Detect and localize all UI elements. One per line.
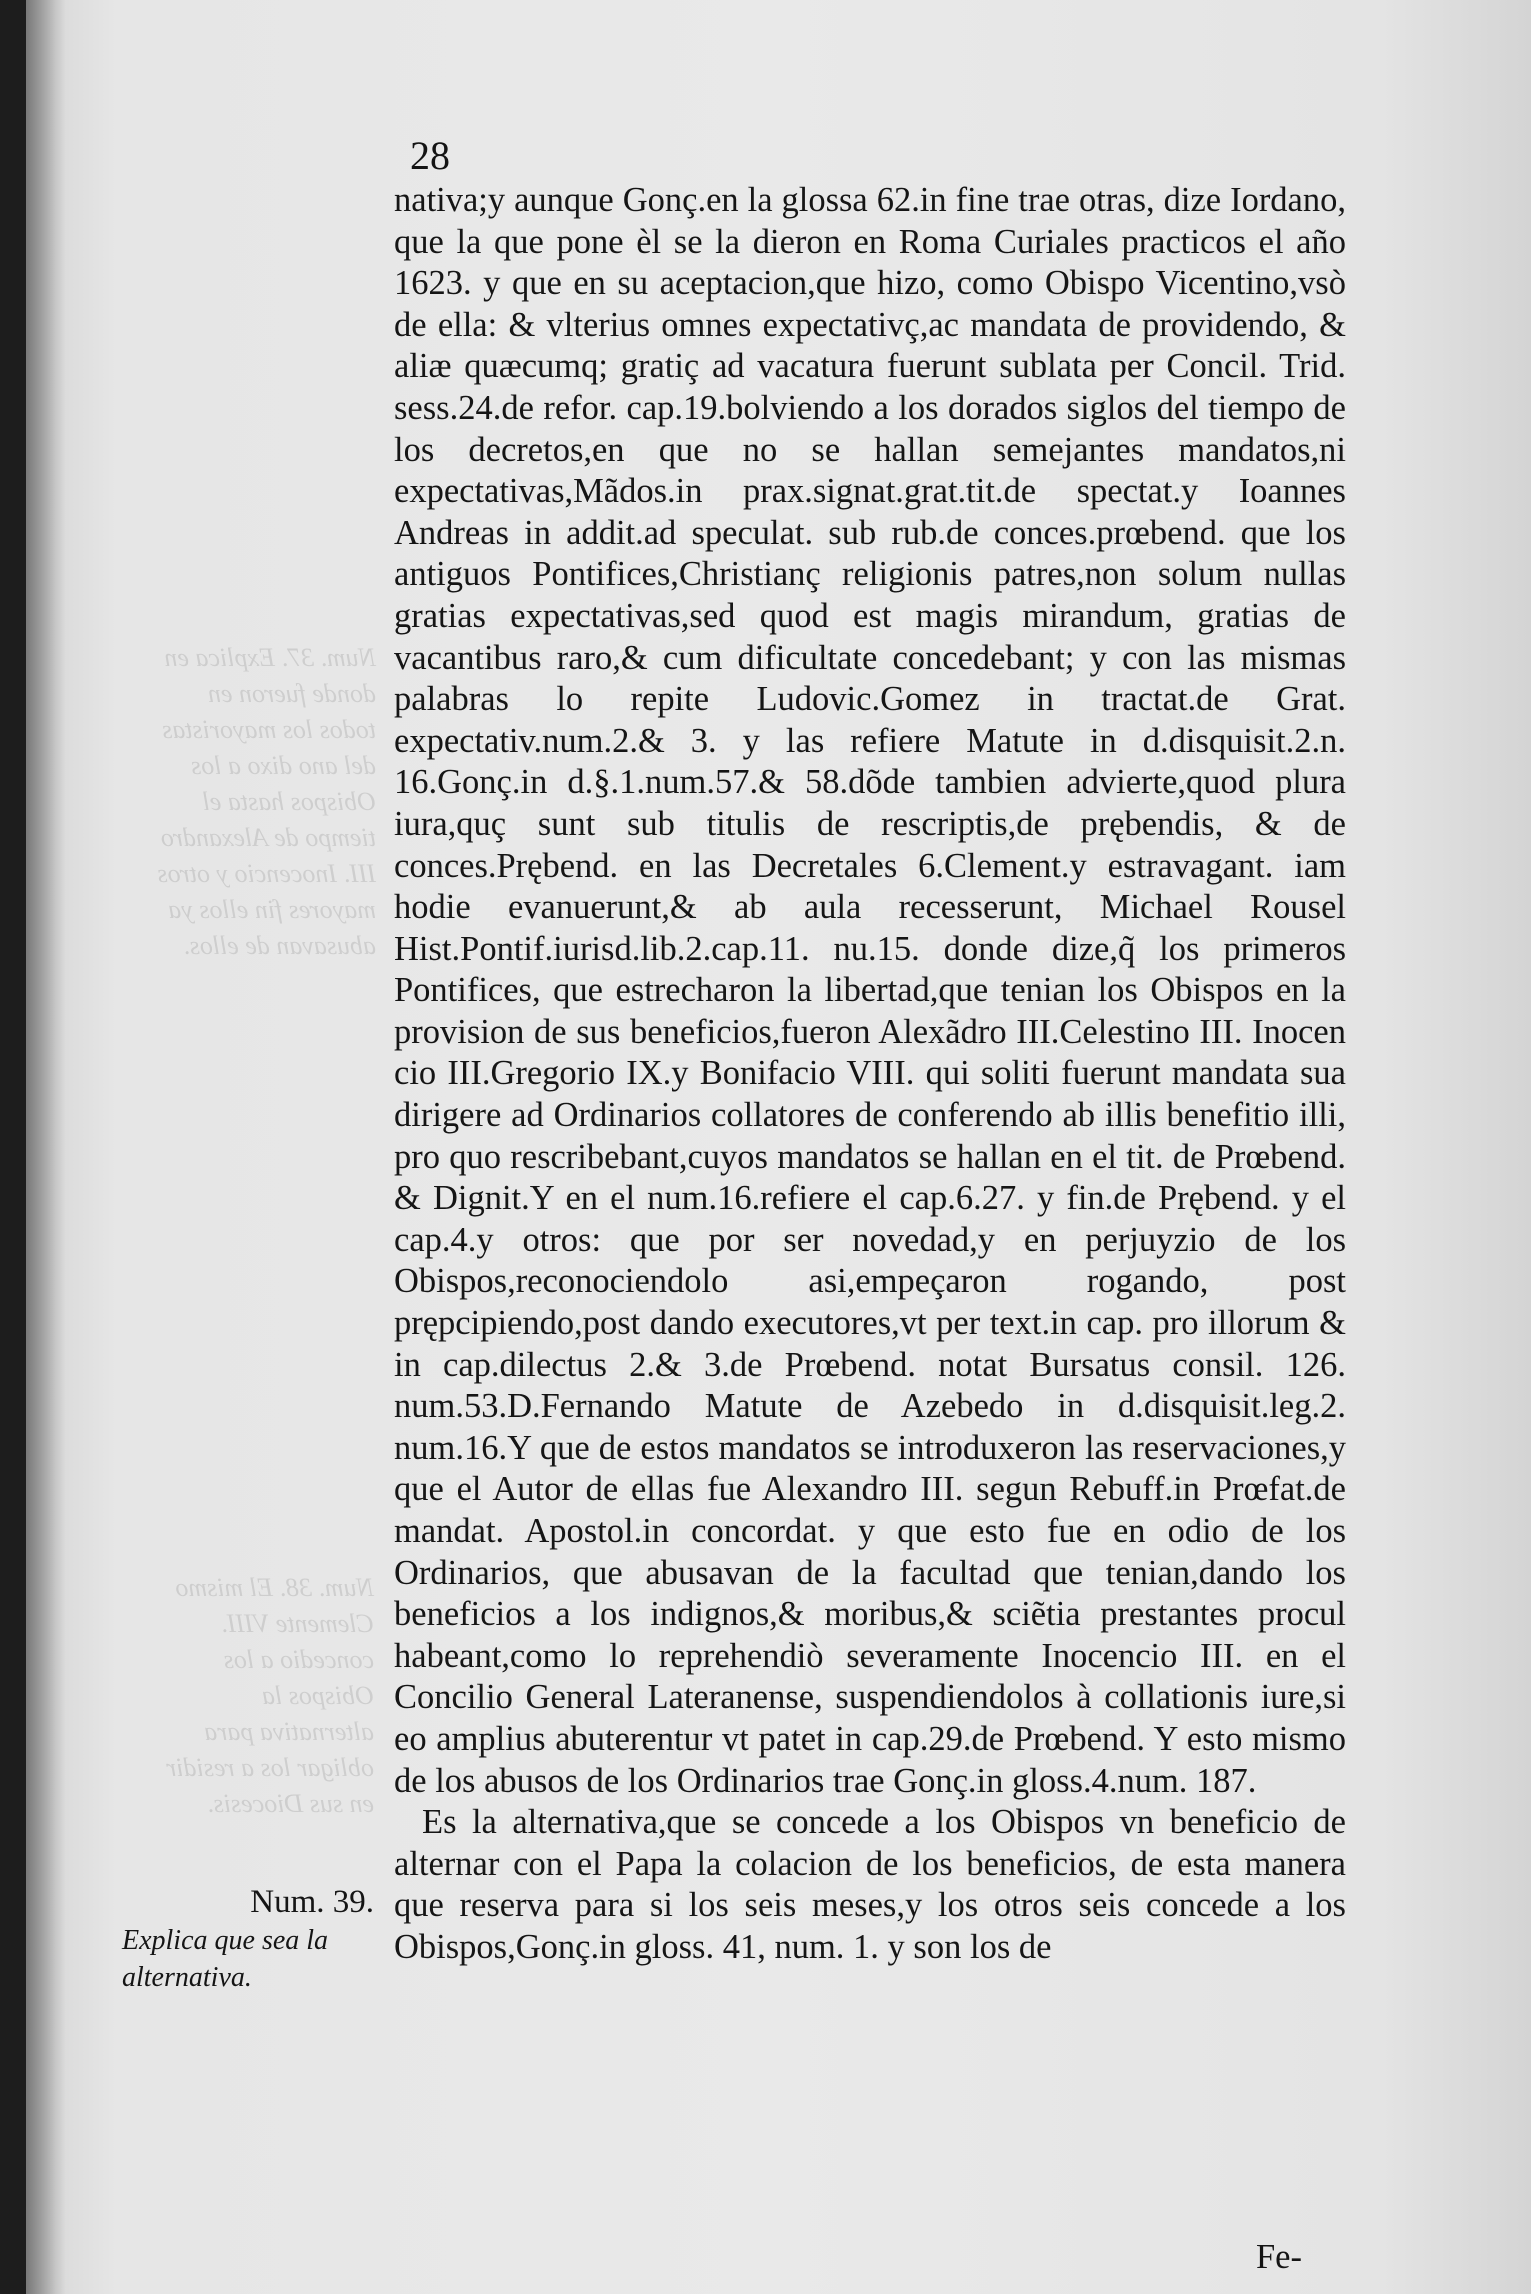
bleed-through-note: Num. 37. Explica en donde fueron en todos los mayoristas del ano dixo a los Obispos hasta el tiempo de Alexandro III. Inocencio y otros mayores fin ellos ya abusavan de ellos.: [157, 643, 376, 960]
margin-note-text: Explica que sea la alternativa.: [122, 1925, 329, 1993]
gutter-shadow: [26, 0, 66, 2294]
book-page: [26, 0, 1531, 2294]
main-text-column: [394, 180, 1346, 1969]
paragraph-2: Es la alternativa,que se concede a los Obispos vn beneficio de alternar con el Papa la colacion de los beneficios, de esta manera que reserva para si los seis meses,y los otros seis concede a los Obispos,Gonç.in gloss. 41, num. 1. y son los de: [394, 1803, 1346, 1966]
paragraph-1: nativa;y aunque Gonç.en la glossa 62.in fine trae otras, dize Iordano, que la que pone èl se la dieron en Roma Curiales practicos el año 1623. y que en su aceptacion,que hizo, como Obispo Vicentino,vsò de ella: & vlterius omnes expectativç,ac mandata de providendo, & aliæ quæcumq; gratiç ad vacatura fuerunt sublata per Concil. Trid. sess.24.de refor. cap.19.bolviendo a los dorados siglos del tiempo de los decretos,en que no se hallan semejantes mandatos,ni expectativas,Mãdos.in prax.signat.grat.tit.de spectat.y Ioannes Andreas in addit.ad speculat. sub rub.de conces.prœbend. que los antiguos Pontifices,Christianç religionis patres,non solum nullas gratias expectativas,sed quod est magis mirandum, gratias de vacantibus raro,& cum dificultate concedebant; y con las mismas palabras lo repite Ludovic.Gomez in tractat.de Grat. expectativ.num.2.& 3. y las refiere Matute in d.disquisit.2.n. 16.Gonç.in d.§.1.num.57.& 58.dõde tambien advierte,quod plura iura,quç sunt sub titulis de rescriptis,de prębendis, & de conces.Prębend. en las Decretales 6.Clement.y estravagant. iam hodie evanuerunt,& ab aula recesserunt, Michael Rousel Hist.Pontif.iurisd.lib.2.cap.11. nu.15. donde dize,q̃ los primeros Pontifices, que estrecharon la libertad,que tenian los Obispos en la provision de sus beneficios,fueron Alexãdro III.Celestino III. Inocen cio III.Gregorio IX.y Bonifacio VIII. qui soliti fuerunt mandata sua dirigere ad Ordinarios collatores de conferendo ab illis benefitio illi, pro quo rescribebant,cuyos mandatos se hallan en el tit. de Prœbend. & Dignit.Y en el num.16.refiere el cap.6.27. y fin.de Prębend. y el cap.4.y otros: que por ser novedad,y en perjuyzio de los Obispos,reconociendolo asi,empeçaron rogando, post prępcipiendo,post dando executores,vt per text.in cap. pro illorum & in cap.dilectus 2.& 3.de Prœbend. notat Bursatus consil. 126. num.53.D.Fernando Matute de Azebedo in d.disquisit.leg.2. num.16.Y que de estos mandatos se introduxeron las reservaciones,y que el Autor de ellas fue Alexandro III. segun Rebuff.in Prœfat.de mandat. Apostol.in concordat. y que esto fue en odio de los Ordinarios, que abusavan de la facultad que tenian,dando los beneficios a los indignos,& moribus,& sciẽtia prestantes procul habeant,como lo reprehendiò severamente Inocencio III. en el Concilio General Lateranense, suspendiendolos à collationis iure,si eo amplius abuterentur vt patet in cap.29.de Prœbend. Y esto mismo de los abusos de los Ordinarios trae Gonç.in gloss.4.num. 187.: [394, 181, 1346, 1800]
margin-note: [122, 1882, 378, 1996]
page-number: 28: [410, 133, 450, 178]
catchword: Fe-: [1256, 2238, 1302, 2276]
margin-note-number: Num. 39.: [250, 1884, 374, 1920]
bleed-through-note: Num. 38. El mismo Clemente VIII. concedio a los Obispos la alternativa para obligar los a residir en sus Diocesis.: [166, 1573, 374, 1818]
